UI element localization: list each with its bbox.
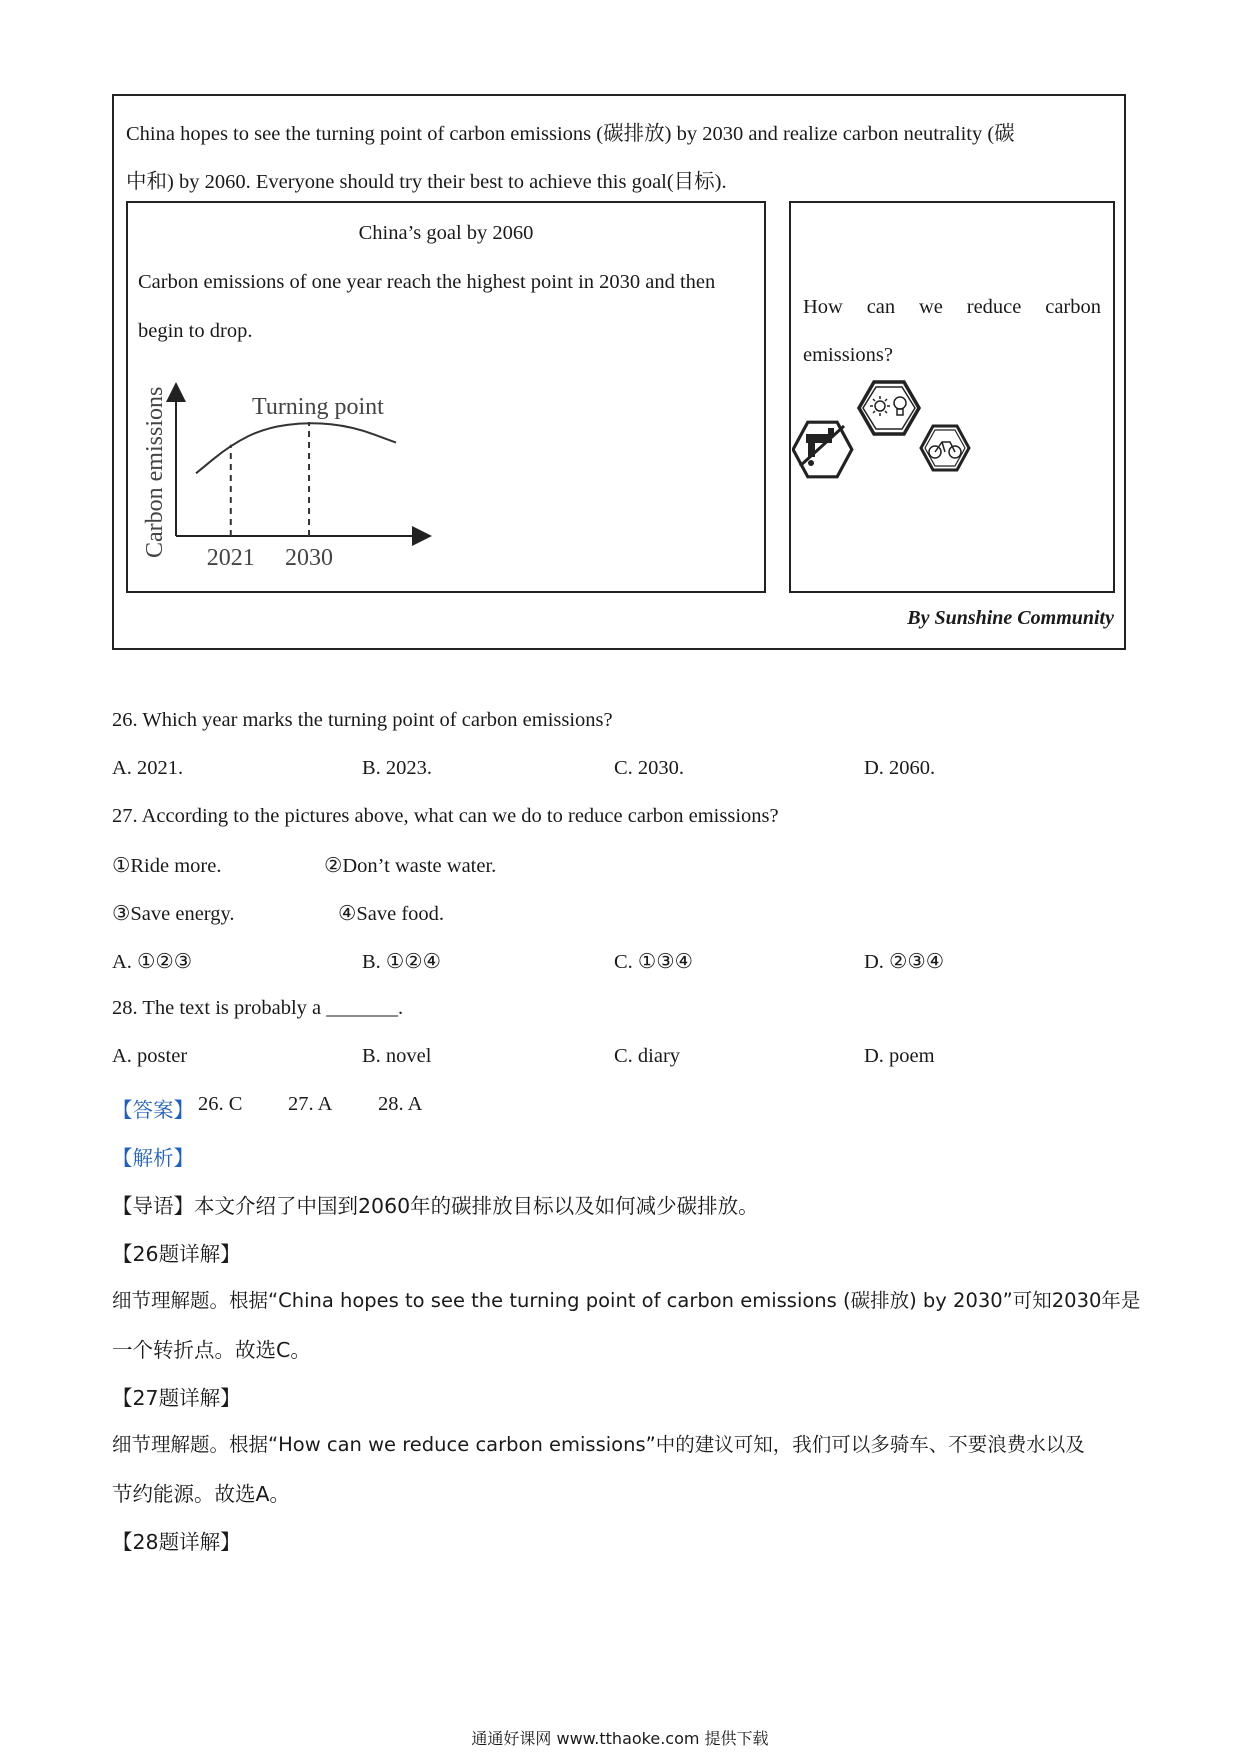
emissions-curve <box>196 423 396 473</box>
light-bulb-icon <box>859 382 919 434</box>
q27-option-c: C. ①③④ <box>614 951 694 973</box>
credit-line: By Sunshine Community <box>907 607 1114 629</box>
q27-explain-title: 【27题详解】 <box>112 1386 241 1410</box>
q28-option-d: D. poem <box>864 1045 935 1067</box>
turning-point-label: Turning point <box>252 394 384 420</box>
q27-choice-4: ④Save food. <box>338 903 445 925</box>
goal-title: China’s goal by 2060 <box>358 222 534 244</box>
carbon-emissions-chart <box>136 358 446 580</box>
answer-27: 27. A <box>288 1093 333 1115</box>
analysis-guide: 【导语】本文介绍了中国到2060年的碳排放目标以及如何减少碳排放。 <box>112 1194 759 1218</box>
how-text-line2: emissions? <box>803 344 893 366</box>
q26-option-c: C. 2030. <box>614 757 685 779</box>
q27-choice-1: ①Ride more. <box>112 855 222 877</box>
how-text-line1: How can we reduce carbon <box>803 296 1101 318</box>
q26-option-a: A. 2021. <box>112 757 184 779</box>
answer-26: 26. C <box>198 1093 243 1115</box>
q26-explain-line2: 一个转折点。故选C。 <box>112 1338 311 1362</box>
question-27: 27. According to the pictures above, what can we do to reduce carbon emissions? <box>112 805 779 827</box>
q27-explain-line1: 细节理解题。根据“How can we reduce carbon emissions”中的建议可知，我们可以多骑车、不要浪费水以及 <box>112 1433 1085 1456</box>
passage-intro-line1: China hopes to see the turning point of carbon emissions (碳排放) by 2030 and realize carbon neutrality (碳 <box>126 123 1015 145</box>
tips-icons <box>792 376 1002 506</box>
q28-option-b: B. novel <box>362 1045 432 1067</box>
question-28: 28. The text is probably a _______. <box>112 997 404 1019</box>
x-tick-2021: 2021 <box>206 545 255 571</box>
q28-option-a: A. poster <box>112 1045 188 1067</box>
q27-explain-line2: 节约能源。故选A。 <box>112 1482 291 1506</box>
goal-text-line1: Carbon emissions of one year reach the highest point in 2030 and then <box>138 271 716 293</box>
q28-option-c: C. diary <box>614 1045 681 1067</box>
q27-option-a: A. ①②③ <box>112 951 193 973</box>
question-26: 26. Which year marks the turning point of carbon emissions? <box>112 709 613 731</box>
passage-intro-line2: 中和) by 2060. Everyone should try their best to achieve this goal(目标). <box>126 171 727 193</box>
analysis-label: 【解析】 <box>112 1146 194 1170</box>
q27-option-b: B. ①②④ <box>362 951 442 973</box>
q27-option-d: D. ②③④ <box>864 951 945 973</box>
no-tap-water-icon <box>793 422 852 477</box>
y-axis-label: Carbon emissions <box>142 386 168 558</box>
q26-option-b: B. 2023. <box>362 757 433 779</box>
x-tick-2030: 2030 <box>285 545 334 571</box>
page-footer: 通通好课网 www.tthaoke.com 提供下载 <box>471 1729 769 1748</box>
q26-explain-line1: 细节理解题。根据“China hopes to see the turning point of carbon emissions (碳排放) by 2030”可知2030年是 <box>112 1289 1141 1312</box>
goal-text-line2: begin to drop. <box>138 320 253 342</box>
q26-option-d: D. 2060. <box>864 757 936 779</box>
q28-explain-title: 【28题详解】 <box>112 1530 241 1554</box>
q27-choice-2: ②Don’t waste water. <box>324 855 497 877</box>
answer-label: 【答案】 <box>112 1098 194 1122</box>
q26-explain-title: 【26题详解】 <box>112 1242 241 1266</box>
bicycle-icon <box>921 426 969 470</box>
q27-choice-3: ③Save energy. <box>112 903 235 925</box>
answer-28: 28. A <box>378 1093 423 1115</box>
